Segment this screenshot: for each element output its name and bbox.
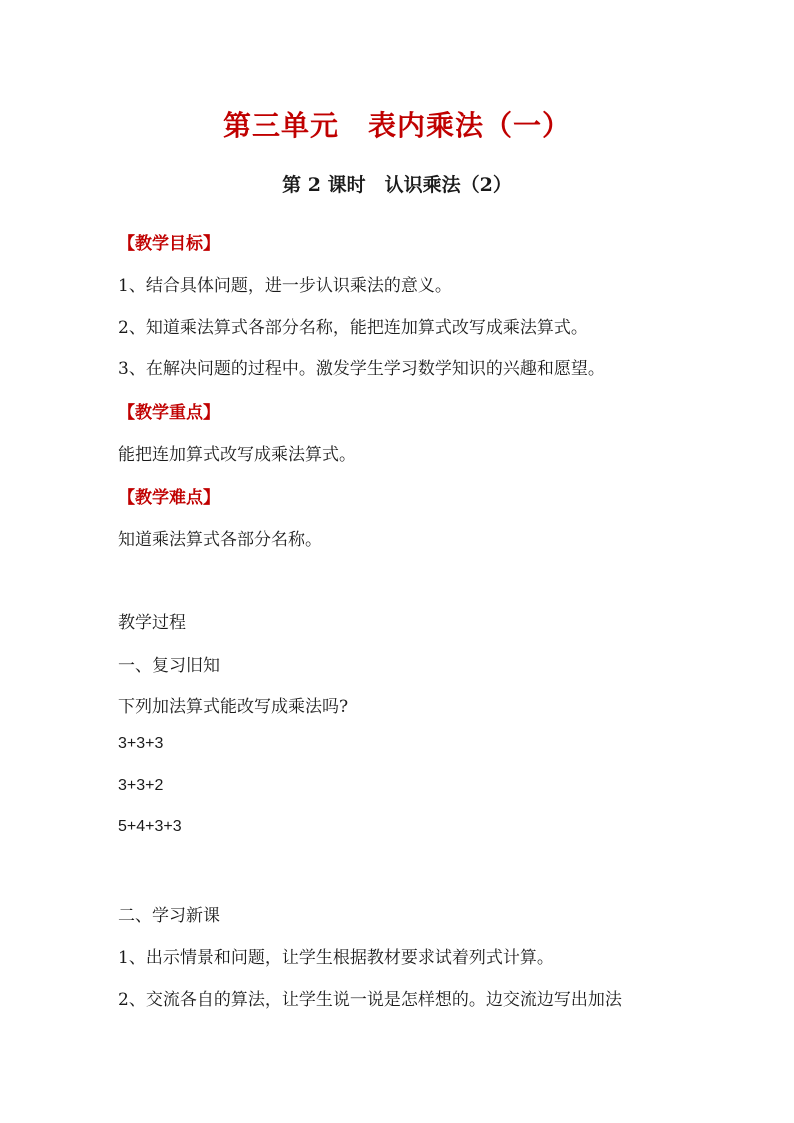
formula-3: 5+4+3+3 <box>118 818 182 835</box>
review-question: 下列加法算式能改写成乘法吗? <box>118 697 349 717</box>
objectives-heading: 【教学目标】 <box>118 234 220 254</box>
difficulty-heading: 【教学难点】 <box>118 488 220 508</box>
objective-item-3: 3、在解决问题的过程中。激发学生学习数学知识的兴趣和愿望。 <box>118 359 605 379</box>
key-point-heading: 【教学重点】 <box>118 403 220 423</box>
new-lesson-heading: 二、学习新课 <box>118 906 220 926</box>
key-point-text: 能把连加算式改写成乘法算式。 <box>118 445 356 465</box>
review-heading: 一、复习旧知 <box>118 656 220 676</box>
objective-item-1: 1、结合具体问题，进一步认识乘法的意义。 <box>118 276 452 296</box>
lesson-subtitle: 第 2 课时 认识乘法（2） <box>282 174 512 196</box>
objective-item-2: 2、知道乘法算式各部分名称，能把连加算式改写成乘法算式。 <box>118 318 588 338</box>
formula-1: 3+3+3 <box>118 735 164 752</box>
formula-2: 3+3+2 <box>118 777 164 794</box>
new-lesson-item-1: 1、出示情景和问题，让学生根据教材要求试着列式计算。 <box>118 948 554 968</box>
new-lesson-item-2: 2、交流各自的算法，让学生说一说是怎样想的。边交流边写出加法 <box>118 990 622 1010</box>
page-title: 第三单元 表内乘法（一） <box>222 109 571 142</box>
difficulty-text: 知道乘法算式各部分名称。 <box>118 530 322 550</box>
process-heading: 教学过程 <box>118 613 186 633</box>
